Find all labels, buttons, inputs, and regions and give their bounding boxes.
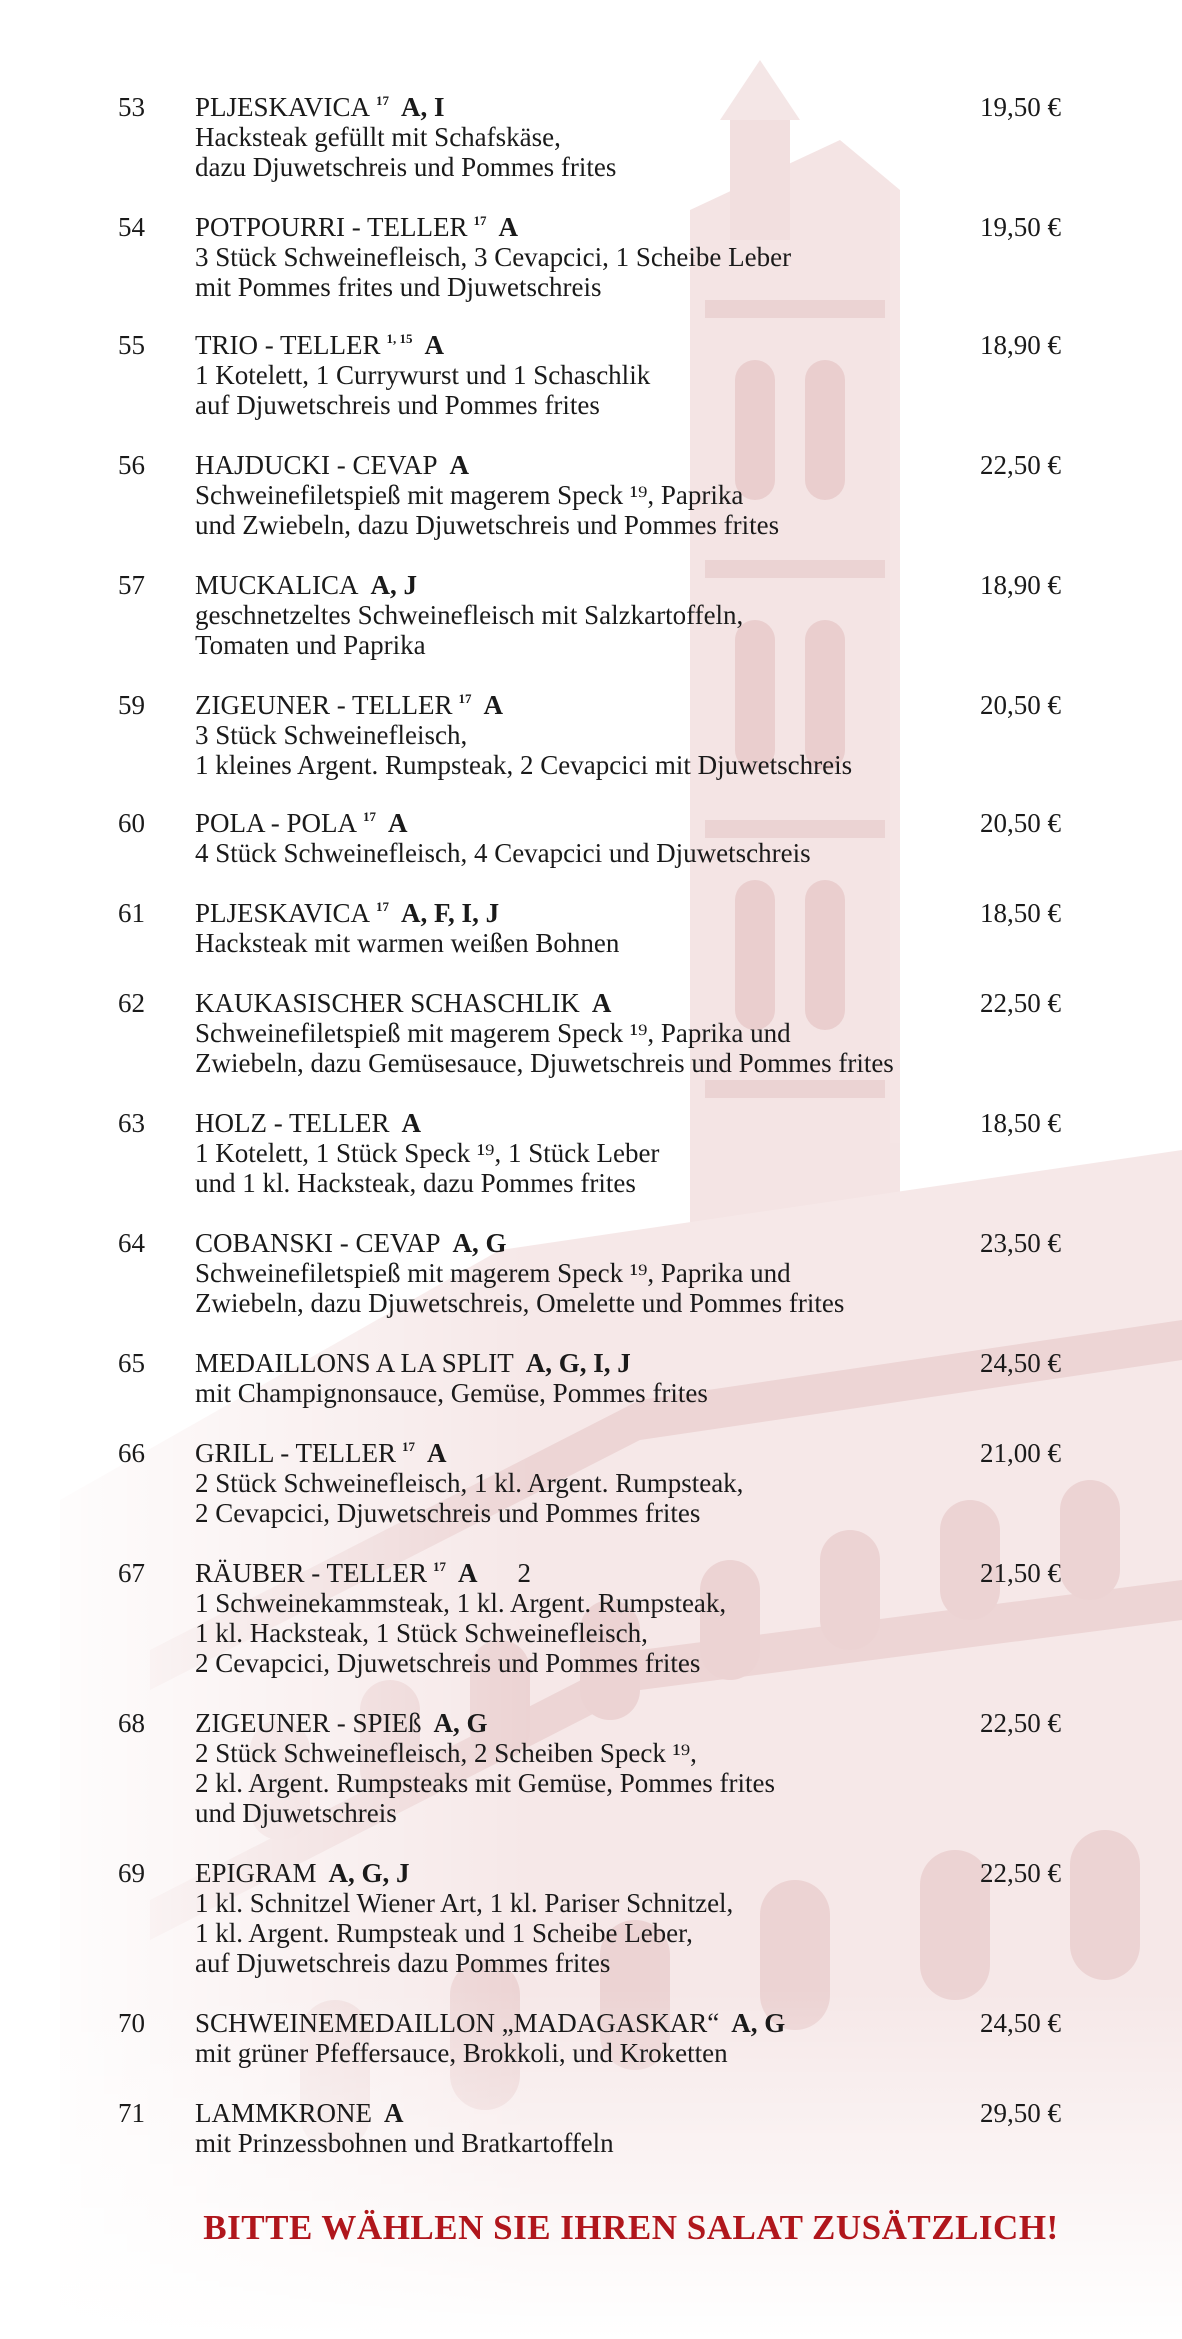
item-price: 23,50 €	[980, 1228, 1061, 1258]
item-number: 56	[118, 450, 145, 480]
description-line: 2 Stück Schweinefleisch, 2 Scheiben Speck ¹⁹,	[195, 1738, 697, 1768]
item-number: 64	[118, 1228, 145, 1258]
item-number: 54	[118, 212, 145, 242]
description-line: 4 Stück Schweinefleisch, 4 Cevapcici und Djuwetschreis	[195, 838, 811, 868]
item-title: RÄUBER - TELLER	[195, 1558, 427, 1588]
item-title: HOLZ - TELLER	[195, 1108, 390, 1138]
allergen-codes: A, G, I, J	[525, 1348, 631, 1378]
item-title: MEDAILLONS A LA SPLIT	[195, 1348, 514, 1378]
additive-note: 17	[363, 809, 377, 824]
description-line: 1 kl. Argent. Rumpsteak und 1 Scheibe Leber,	[195, 1918, 693, 1948]
description-line: 1 Schweinekammsteak, 1 kl. Argent. Rumpsteak,	[195, 1588, 727, 1618]
item-number: 61	[118, 898, 145, 928]
description-line: Hacksteak mit warmen weißen Bohnen	[195, 928, 620, 958]
additive-note: 17	[376, 93, 390, 108]
item-price: 20,50 €	[980, 690, 1061, 720]
description-line: 1 Kotelett, 1 Stück Speck ¹⁹, 1 Stück Leber	[195, 1138, 660, 1168]
item-title-row	[195, 1228, 507, 1258]
item-title-row	[195, 1708, 487, 1738]
item-description	[195, 1738, 775, 1828]
item-title: PLJESKAVICA	[195, 898, 371, 928]
description-line: auf Djuwetschreis dazu Pommes frites	[195, 1948, 611, 1978]
item-description	[195, 928, 619, 958]
item-price: 29,50 €	[980, 2098, 1061, 2128]
description-line: Schweinefiletspieß mit magerem Speck ¹⁹, Paprika und	[195, 1018, 791, 1048]
item-price: 20,50 €	[980, 808, 1061, 838]
item-price: 22,50 €	[980, 1708, 1061, 1738]
item-description	[195, 838, 811, 868]
item-title: TRIO - TELLER	[195, 330, 381, 360]
item-price: 21,50 €	[980, 1558, 1061, 1588]
additive-note: 1, 15	[386, 331, 413, 346]
item-price: 19,50 €	[980, 212, 1061, 242]
description-line: mit Champignonsauce, Gemüse, Pommes frites	[195, 1378, 708, 1408]
item-description	[195, 242, 791, 302]
description-line: Zwiebeln, dazu Djuwetschreis, Omelette und Pommes frites	[195, 1288, 845, 1318]
item-price: 22,50 €	[980, 1858, 1061, 1888]
item-price: 21,00 €	[980, 1438, 1061, 1468]
item-title-row	[195, 570, 417, 600]
allergen-codes: A, J	[370, 570, 418, 600]
allergen-codes: A	[388, 808, 408, 838]
item-title-row	[195, 1108, 421, 1138]
salad-notice: BITTE WÄHLEN SIE IHREN SALAT ZUSÄTZLICH!	[203, 2208, 1059, 2247]
allergen-codes: A	[449, 450, 470, 480]
item-number: 71	[118, 2098, 145, 2128]
item-number: 70	[118, 2008, 145, 2038]
item-description	[195, 1258, 844, 1318]
allergen-codes: A	[483, 690, 503, 720]
item-title: HAJDUCKI - CEVAP	[195, 450, 438, 480]
item-number: 67	[118, 1558, 145, 1588]
allergen-codes: A	[591, 988, 612, 1018]
item-title-row	[195, 2098, 404, 2128]
item-title: ZIGEUNER - TELLER	[195, 690, 453, 720]
item-title: SCHWEINEMEDAILLON „MADAGASKAR“	[195, 2008, 720, 2038]
allergen-codes: A, F, I, J	[401, 898, 500, 928]
item-title: GRILL - TELLER	[195, 1438, 396, 1468]
item-price: 22,50 €	[980, 988, 1061, 1018]
item-price: 24,50 €	[980, 2008, 1061, 2038]
description-line: mit Pommes frites und Djuwetschreis	[195, 272, 602, 302]
allergen-codes: A	[426, 1438, 447, 1468]
description-line: 2 Stück Schweinefleisch, 1 kl. Argent. Rumpsteak,	[195, 1468, 744, 1498]
item-number: 60	[118, 808, 145, 838]
item-number: 68	[118, 1708, 145, 1738]
item-title-row	[195, 2008, 785, 2038]
additive-note: 17	[458, 691, 472, 706]
item-title: ZIGEUNER - SPIEß	[195, 1708, 422, 1738]
description-line: und Zwiebeln, dazu Djuwetschreis und Pommes frites	[195, 510, 780, 540]
item-title-row	[195, 1858, 410, 1888]
description-line: 2 Cevapcici, Djuwetschreis und Pommes frites	[195, 1648, 701, 1678]
description-line: 2 kl. Argent. Rumpsteaks mit Gemüse, Pommes frites	[195, 1768, 775, 1798]
item-price: 18,50 €	[980, 1108, 1061, 1138]
description-line: Schweinefiletspieß mit magerem Speck ¹⁹, Paprika und	[195, 1258, 791, 1288]
item-number: 55	[118, 330, 145, 360]
description-line: 1 kl. Hacksteak, 1 Stück Schweinefleisch,	[195, 1618, 648, 1648]
additive-note: 17	[473, 213, 487, 228]
item-description	[195, 1138, 659, 1198]
description-line: Tomaten und Paprika	[195, 630, 426, 660]
description-line: und 1 kl. Hacksteak, dazu Pommes frites	[195, 1168, 636, 1198]
allergen-codes: A, G	[433, 1708, 488, 1738]
description-line: 2 Cevapcici, Djuwetschreis und Pommes frites	[195, 1498, 701, 1528]
item-number: 59	[118, 690, 145, 720]
item-description	[195, 1018, 894, 1078]
description-line: 3 Stück Schweinefleisch,	[195, 720, 468, 750]
allergen-codes: A	[498, 212, 519, 242]
item-price: 24,50 €	[980, 1348, 1061, 1378]
item-price: 22,50 €	[980, 450, 1061, 480]
item-number: 63	[118, 1108, 145, 1138]
item-title: COBANSKI - CEVAP	[195, 1228, 441, 1258]
description-line: mit Prinzessbohnen und Bratkartoffeln	[195, 2128, 614, 2158]
item-number: 62	[118, 988, 145, 1018]
item-description	[195, 2128, 614, 2158]
item-title: KAUKASISCHER SCHASCHLIK	[195, 988, 580, 1018]
item-price: 18,90 €	[980, 570, 1061, 600]
item-description	[195, 480, 779, 540]
allergen-codes: A	[384, 2098, 404, 2128]
description-line: Schweinefiletspieß mit magerem Speck ¹⁹, Paprika	[195, 480, 744, 510]
description-line: Hacksteak gefüllt mit Schafskäse,	[195, 122, 561, 152]
allergen-codes: A	[424, 330, 444, 360]
item-number: 53	[118, 92, 145, 122]
item-description	[195, 600, 743, 660]
allergen-codes: A, G, J	[328, 1858, 410, 1888]
description-line: 1 kleines Argent. Rumpsteak, 2 Cevapcici mit Djuwetschreis	[195, 750, 853, 780]
additive-note: 17	[401, 1439, 415, 1454]
allergen-codes: A, G	[452, 1228, 507, 1258]
item-description	[195, 360, 650, 420]
item-description	[195, 1378, 708, 1408]
item-description	[195, 1468, 743, 1528]
description-line: 1 kl. Schnitzel Wiener Art, 1 kl. Pariser Schnitzel,	[195, 1888, 734, 1918]
item-price: 19,50 €	[980, 92, 1061, 122]
item-number: 65	[118, 1348, 145, 1378]
item-title: LAMMKRONE	[195, 2098, 373, 2128]
item-description	[195, 720, 852, 780]
item-description	[195, 1888, 733, 1978]
description-line: auf Djuwetschreis und Pommes frites	[195, 390, 600, 420]
description-line: geschnetzeltes Schweinefleisch mit Salzkartoffeln,	[195, 600, 744, 630]
description-line: 3 Stück Schweinefleisch, 3 Cevapcici, 1 Scheibe Leber	[195, 242, 792, 272]
additive-note: 17	[376, 899, 390, 914]
allergen-codes: A	[401, 1108, 421, 1138]
item-title: POTPOURRI - TELLER	[195, 212, 468, 242]
item-price: 18,90 €	[980, 330, 1061, 360]
extra-note: 2	[517, 1558, 531, 1588]
description-line: und Djuwetschreis	[195, 1798, 397, 1828]
description-line: 1 Kotelett, 1 Currywurst und 1 Schaschlik	[195, 360, 651, 390]
item-title-row	[195, 988, 611, 1018]
allergen-codes: A, G	[731, 2008, 786, 2038]
allergen-codes: A	[458, 1558, 478, 1588]
description-line: dazu Djuwetschreis und Pommes frites	[195, 152, 617, 182]
item-title-row	[195, 1348, 631, 1378]
item-title: MUCKALICA	[195, 570, 359, 600]
item-title-row	[195, 450, 469, 480]
item-description	[195, 2038, 728, 2068]
item-number: 69	[118, 1858, 145, 1888]
item-title: POLA - POLA	[195, 808, 358, 838]
item-number: 66	[118, 1438, 145, 1468]
additive-note: 17	[433, 1559, 446, 1574]
description-line: mit grüner Pfeffersauce, Brokkoli, und Kroketten	[195, 2038, 728, 2068]
item-description	[195, 122, 616, 182]
description-line: Zwiebeln, dazu Gemüsesauce, Djuwetschreis und Pommes frites	[195, 1048, 894, 1078]
allergen-codes: A, I	[401, 92, 445, 122]
item-description	[195, 1588, 726, 1678]
item-number: 57	[118, 570, 145, 600]
item-price: 18,50 €	[980, 898, 1061, 928]
item-title: PLJESKAVICA	[195, 92, 371, 122]
item-title: EPIGRAM	[195, 1858, 317, 1888]
